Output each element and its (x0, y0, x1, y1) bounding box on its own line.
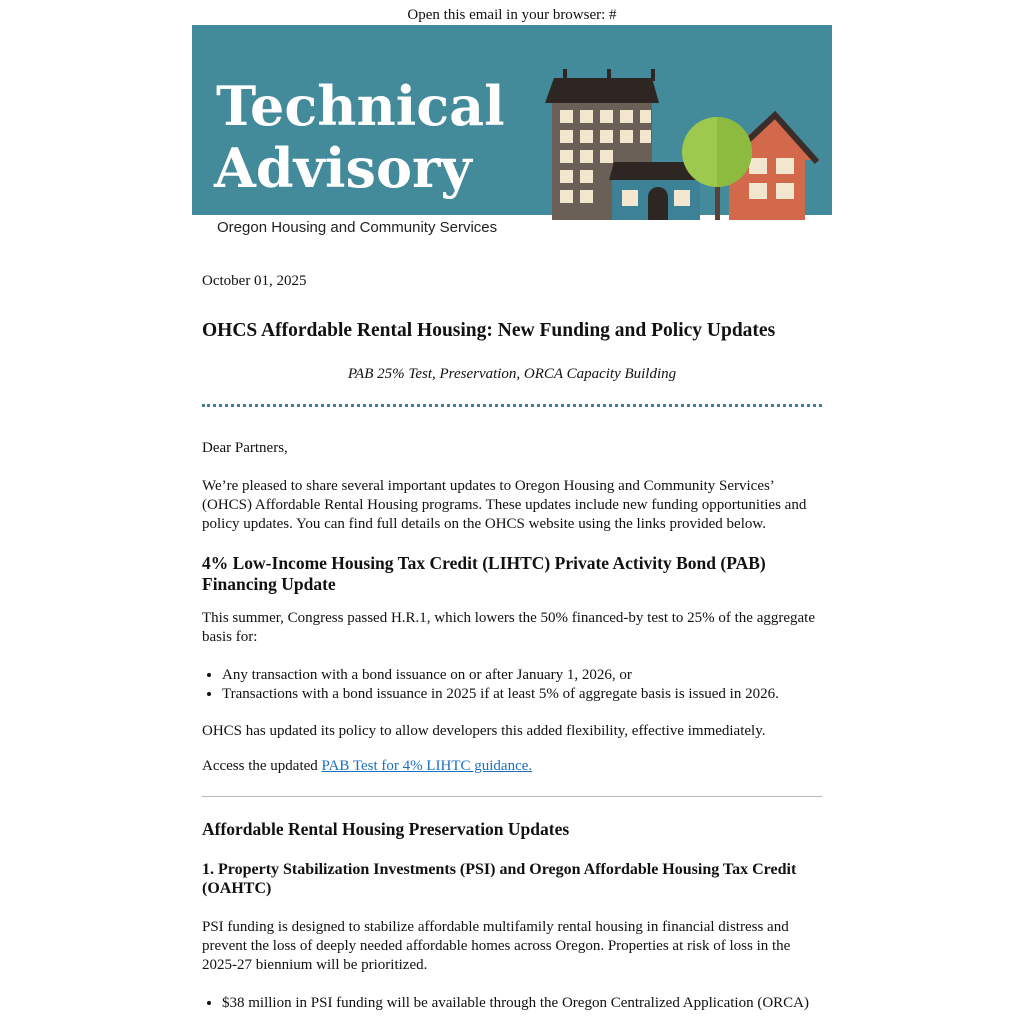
psi-subheading: 1. Property Stabilization Investments (PSI) and Oregon Affordable Housing Tax Credit (OAHTC) (202, 861, 797, 897)
pab-list (202, 666, 822, 704)
email-body (202, 272, 822, 1024)
section-divider (202, 796, 822, 797)
pab-paragraph: This summer, Congress passed H.R.1, which lowers the 50% financed-by test to 25% of the aggregate basis for: (202, 610, 816, 645)
list-item: • Transactions with a bond issuance in 2025 if at least 5% of aggregate basis is issued in 2026. (222, 685, 822, 704)
psi-list (202, 994, 822, 1013)
banner-org: Oregon Housing and Community Services (217, 219, 498, 236)
access-prefix: Access the updated (202, 758, 322, 774)
technical-advisory-banner (192, 25, 832, 245)
banner-title-1: Technical (216, 74, 505, 138)
email-subtitle: PAB 25% Test, Preservation, ORCA Capacity Building (347, 366, 677, 382)
open-in-browser-link[interactable]: Open this email in your browser: # (407, 7, 617, 23)
banner-title-2: Advisory (214, 136, 472, 200)
pab-guidance-link[interactable]: PAB Test for 4% LIHTC guidance. (321, 758, 533, 774)
intro-paragraph: We’re pleased to share several important updates to Oregon Housing and Community Services’ (OHCS) Affordable Rental Housing programs. These updates include new funding opportunities and policy updates. You can find full details on the OHCS website using the links provided below. (202, 478, 807, 532)
email-title: OHCS Affordable Rental Housing: New Funding and Policy Updates (202, 320, 776, 341)
preservation-heading: Affordable Rental Housing Preservation Updates (202, 819, 570, 839)
list-item: • Any transaction with a bond issuance on or after January 1, 2026, or (222, 666, 822, 685)
pab-heading: 4% Low-Income Housing Tax Credit (LIHTC) Private Activity Bond (PAB) Financing Update (202, 553, 766, 594)
psi-paragraph: PSI funding is designed to stabilize affordable multifamily rental housing in financial distress and prevent the loss of deeply needed affordable homes across Oregon. Properties at risk of loss in the 2025-27 biennium will be prioritized. (202, 919, 791, 973)
date: October 01, 2025 (202, 273, 307, 289)
pab-policy-paragraph: OHCS has updated its policy to allow developers this added flexibility, effective immediately. (202, 723, 766, 739)
greeting: Dear Partners, (202, 440, 288, 456)
dotted-divider (202, 404, 822, 407)
list-item: • $38 million in PSI funding will be available through the Oregon Centralized Application (ORCA) (222, 994, 822, 1013)
